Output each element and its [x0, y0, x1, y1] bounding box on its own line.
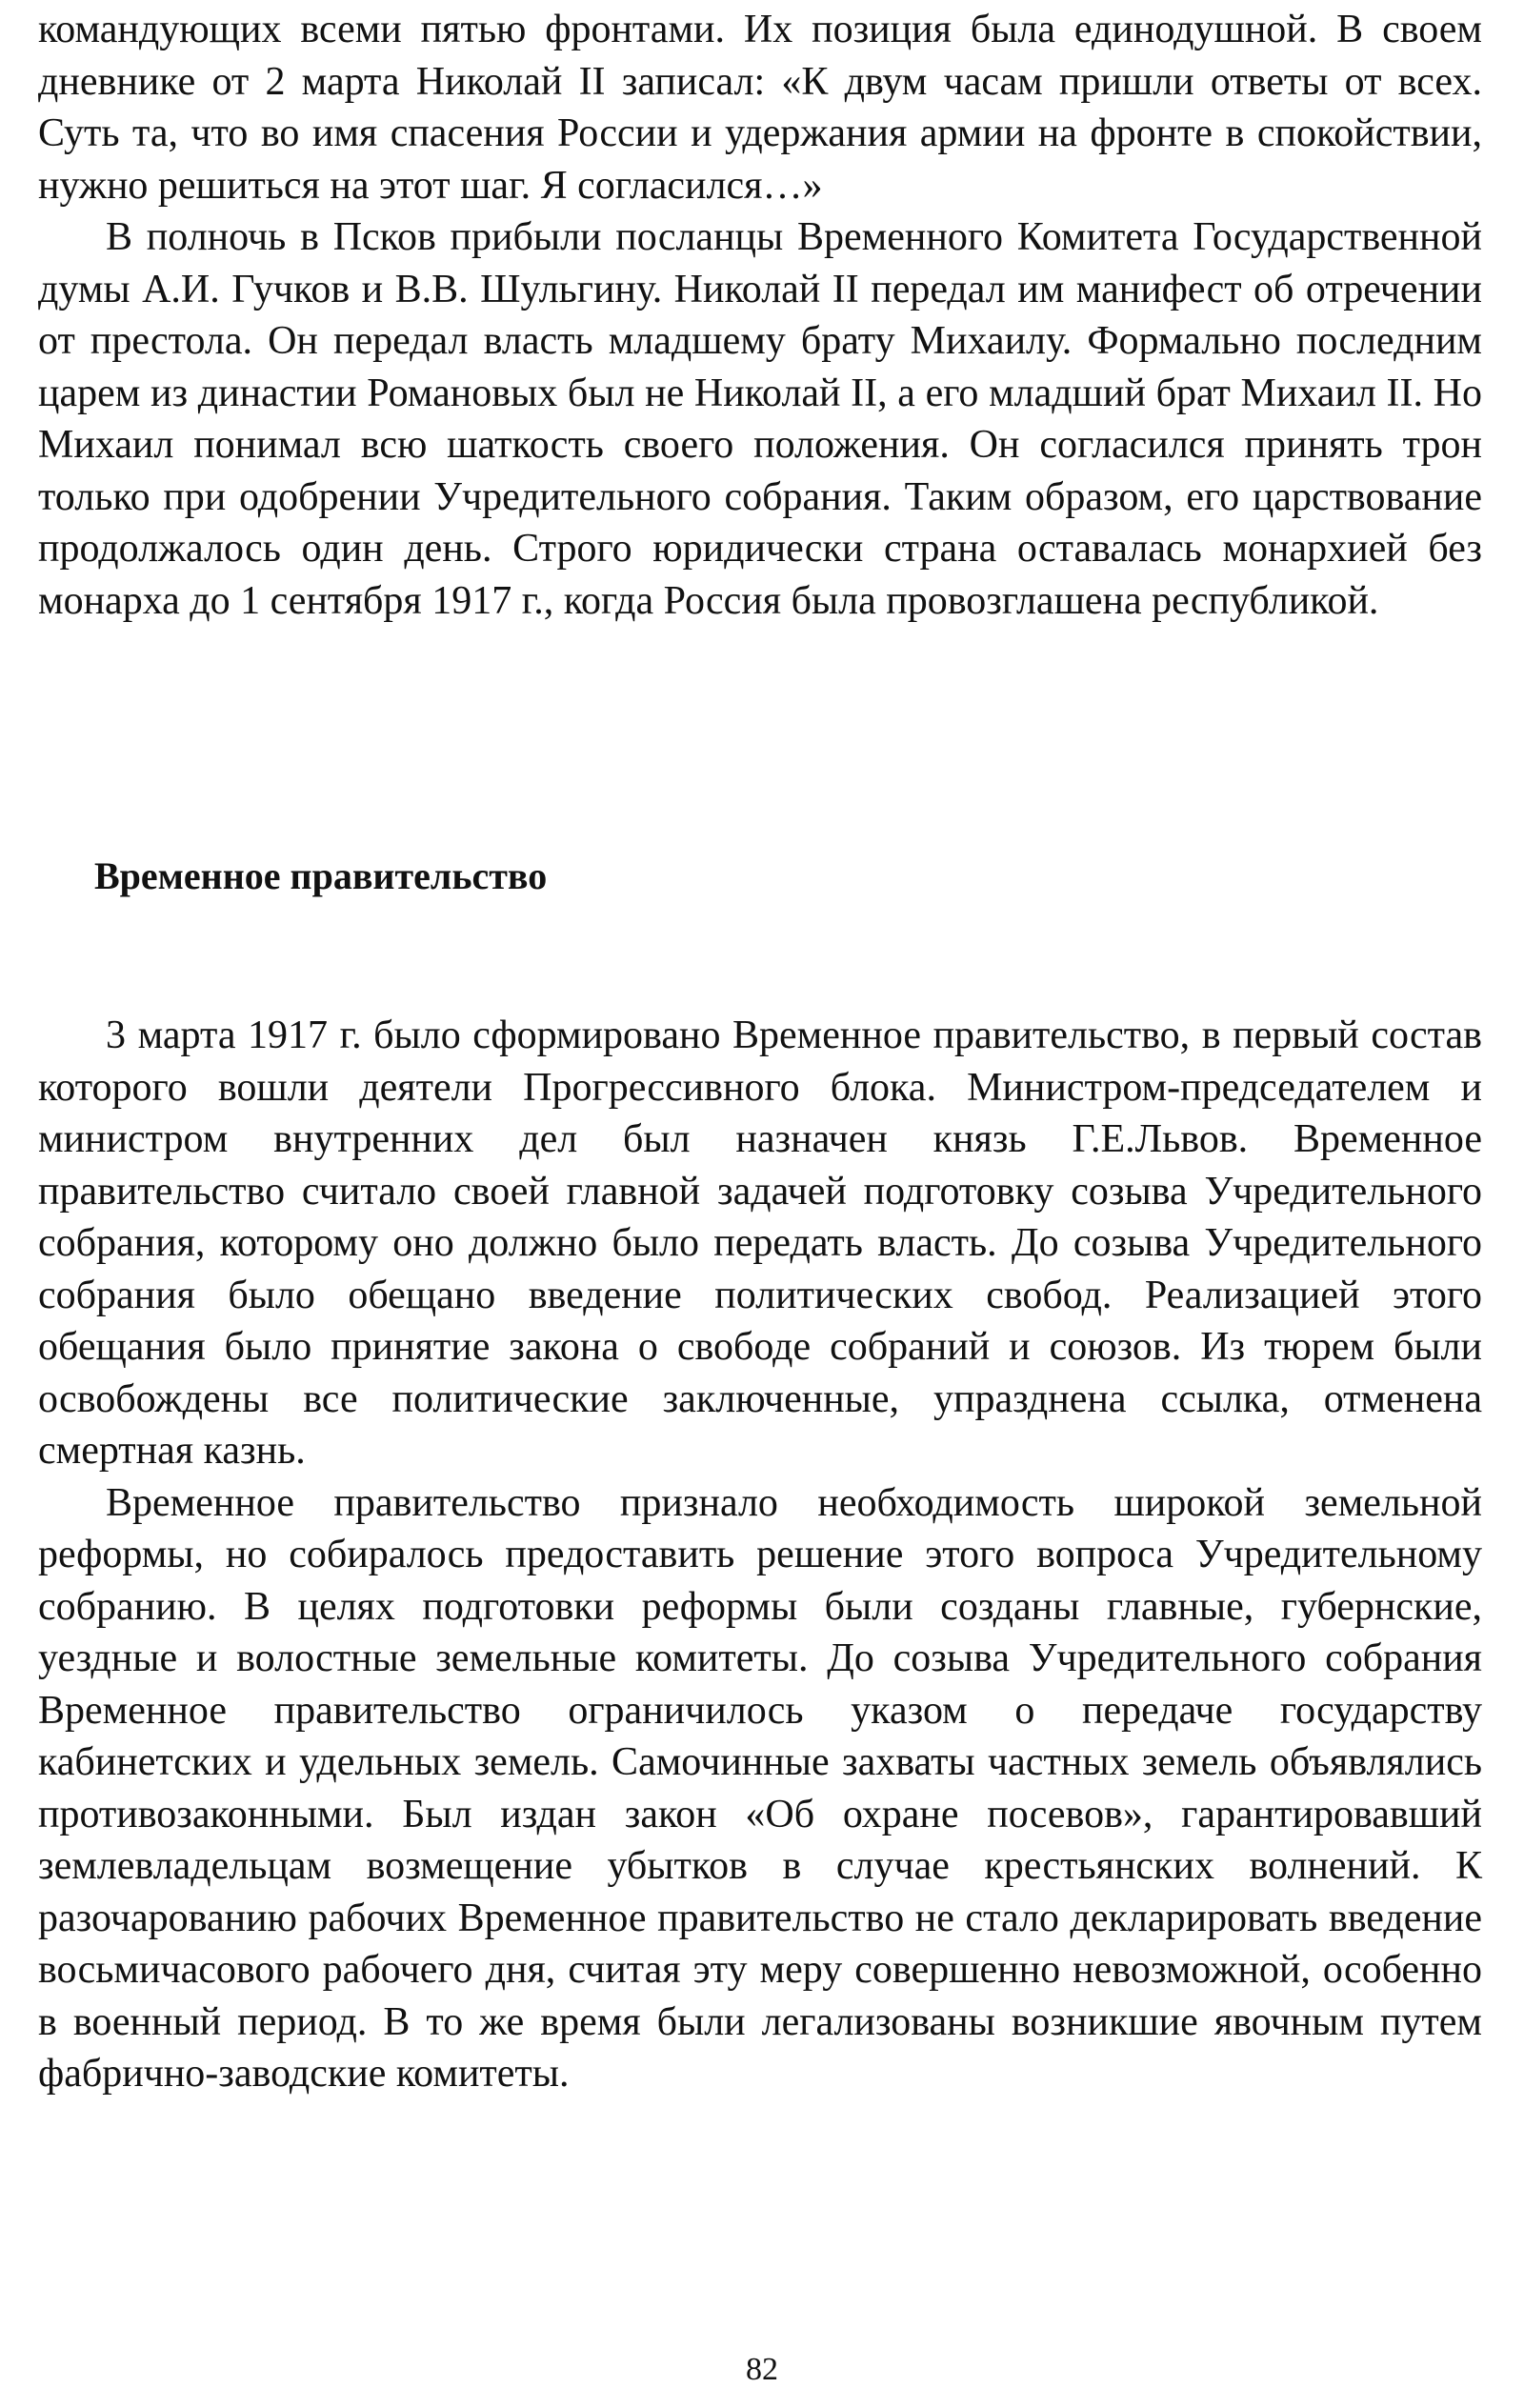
paragraph: Временное правительство признало необходимость широкой земельной реформы, но собиралось предоставить решение этого вопроса Учредительному собранию. В целях подготовки реформы были созданы главные, губернские, уездные и волостные земельные комитеты. До созыва Учредительного собрания Временное правительство ограничилось указом о передаче государству кабинетских и удельных земель. Самочинные захваты частных земель объявлялись противозаконными. Был издан закон «Об охране посевов», гарантировавший землевладельцам возмещение убытков в случае крестьянских волнений. К разочарованию рабочих Временное правительство не стало декларировать введение восьмичасового рабочего дня, считая эту меру совершенно невозможной, особенно в военный период. В то же время были легализованы возникшие явочным путем фабрично-заводские комитеты. — [38, 1480, 1482, 2096]
section-heading: Временное правительство — [94, 854, 548, 897]
text-block-top — [38, 4, 1482, 627]
paragraph: В полночь в Псков прибыли посланцы Временного Комитета Государственной думы А.И. Гучков и В.В. Шульгину. Николай II передал им манифест об отречении от престола. Он передал власть младшему брату Михаилу. Формально последним царем из династии Романовых был не Николай II, а его младший брат Михаил II. Но Михаил понимал всю шаткость своего положения. Он согласился принять трон только при одобрении Учредительного собрания. Таким образом, его царствование продолжалось один день. Строго юридически страна оставалась монархией без монарха до 1 сентября 1917 г., когда Россия была провозглашена республикой. — [38, 215, 1482, 623]
paragraph: 3 марта 1917 г. было сформировано Временное правительство, в первый состав которого вошли деятели Прогрессивного блока. Министром-председателем и министром внутренних дел был назначен князь Г.Е.Львов. Временное правительство считало своей главной задачей подготовку созыва Учредительного собрания, которому оно должно было передать власть. До созыва Учредительного собрания было обещано введение политических свобод. Реализацией этого обещания было принятие закона о свободе собраний и союзов. Из тюрем были освобождены все политические заключенные, упразднена ссылка, отменена смертная казнь. — [38, 1013, 1482, 1473]
page-number: 82 — [746, 2352, 778, 2387]
text-block-bottom — [38, 1010, 1482, 2100]
paragraph-continued: командующих всеми пятью фронтами. Их позиция была единодушной. В своем дневнике от 2 марта Николай II записал: «К двум часам пришли ответы от всех. Суть та, что во имя спасения России и удержания армии на фронте в спокойствии, нужно решиться на этот шаг. Я согласился…» — [38, 8, 1482, 208]
